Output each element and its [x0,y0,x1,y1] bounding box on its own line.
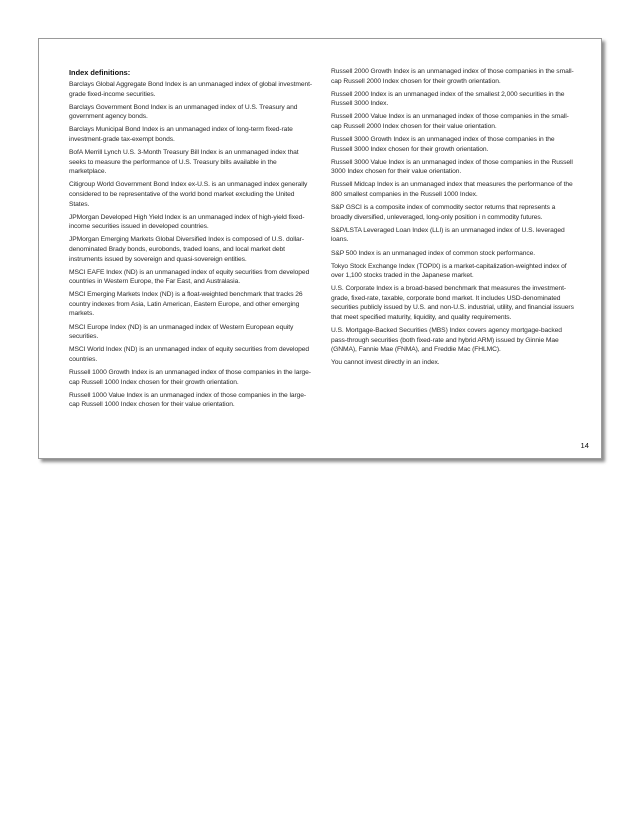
index-definition: BofA Merrill Lynch U.S. 3-Month Treasury Bill Index is an unmanaged index that seeks to measure the performance of U.S. Treasury bills available in the marketplace. [69,149,299,176]
index-definition: Russell 2000 Index is an unmanaged index of the smallest 2,000 securities in the Russell 3000 Index. [331,90,565,108]
index-definition: MSCI Europe Index (ND) is an unmanaged index of Western European equity securities. [69,323,294,341]
index-definition: Russell 2000 Value Index is an unmanaged index of those companies in the small-cap Russell 2000 Index chosen for their value orientation. [331,113,569,130]
index-definition: JPMorgan Emerging Markets Global Diversified Index is composed of U.S. dollar-denominated Brady bonds, eurobonds, traded loans, and local market debt instruments issued by sovereign and quasi-sovereign entities. [69,236,304,263]
index-definition: You cannot invest directly in an index. [331,359,440,367]
index-definition: MSCI World Index (ND) is an unmanaged index of equity securities from developed countries. [69,346,309,363]
index-definition: U.S. Corporate Index is a broad-based benchmark that measures the investment-grade, fixed-rate, taxable, corporate bond market. It includes USD-denominated securities publicly issued by U.S. and non-U.S. industrial, utility, and financial issuers that meet specified maturity, liquidity, and quality requirements. [331,285,574,322]
right-column [331,67,575,372]
index-definition: Russell Midcap Index is an unmanaged index that measures the performance of the 800 smallest companies in the Russell 1000 Index. [331,181,573,199]
section-heading: Index definitions: [69,68,131,77]
index-definition: JPMorgan Developed High Yield Index is an unmanaged index of high-yield fixed-income securities issued in developed countries. [69,213,305,231]
left-column [69,67,313,413]
index-definition: Barclays Global Aggregate Bond Index is an unmanaged index of global investment-grade fixed-income securities. [69,81,313,98]
index-definition: Tokyo Stock Exchange Index (TOPIX) is a market-capitalization-weighted index of over 1,100 stocks traded in the Japanese market. [331,262,567,280]
index-definition: S&P/LSTA Leveraged Loan Index (LLI) is an unmanaged index of U.S. leveraged loans. [331,226,565,244]
index-definition: Russell 1000 Value Index is an unmanaged index of those companies in the large-cap Russell 1000 Index chosen for their value orientation. [69,391,307,409]
index-definition: MSCI Emerging Markets Index (ND) is a float-weighted benchmark that tracks 26 country indexes from Asia, Latin American, Eastern Europe, and other emerging markets. [69,291,303,318]
index-definition: Russell 3000 Value Index is an unmanaged index of those companies in the Russell 3000 Index chosen for their value orientation. [331,158,573,176]
index-definition: MSCI EAFE Index (ND) is an unmanaged index of equity securities from developed countries in Western Europe, the Far East, and Australasia. [69,268,310,286]
document-page [38,38,602,459]
index-definition: Barclays Government Bond Index is an unmanaged index of U.S. Treasury and government agency bonds. [69,103,298,121]
index-definition: Russell 3000 Growth Index is an unmanaged index of those companies in the Russell 3000 Index chosen for their growth orientation. [331,136,555,153]
index-definition: U.S. Mortgage-Backed Securities (MBS) Index covers agency mortgage-backed pass-through securities (both fixed-rate and hybrid ARM) issued by Ginnie Mae (GNMA), Fannie Mae (FNMA), and Freddie Mac (FHLMC). [331,327,562,354]
index-definition: Citigroup World Government Bond Index ex-U.S. is an unmanaged index generally considered to be representative of the world bond market excluding the United States. [69,181,308,208]
page-number: 14 [580,441,589,450]
index-definition: S&P GSCI is a composite index of commodity sector returns that represents a broadly diversified, unleveraged, long-only position i n commodity futures. [331,204,556,221]
index-definition: Russell 1000 Growth Index is an unmanaged index of those companies in the large-cap Russell 1000 Index chosen for their growth orientation. [69,368,311,386]
index-definition: S&P 500 Index is an unmanaged index of common stock performance. [331,249,536,257]
index-definition: Russell 2000 Growth Index is an unmanaged index of those companies in the small-cap Russell 2000 Index chosen for their growth orientation. [331,68,574,85]
index-definition: Barclays Municipal Bond Index is an unmanaged index of long-term fixed-rate investment-grade tax-exempt bonds. [69,126,293,143]
